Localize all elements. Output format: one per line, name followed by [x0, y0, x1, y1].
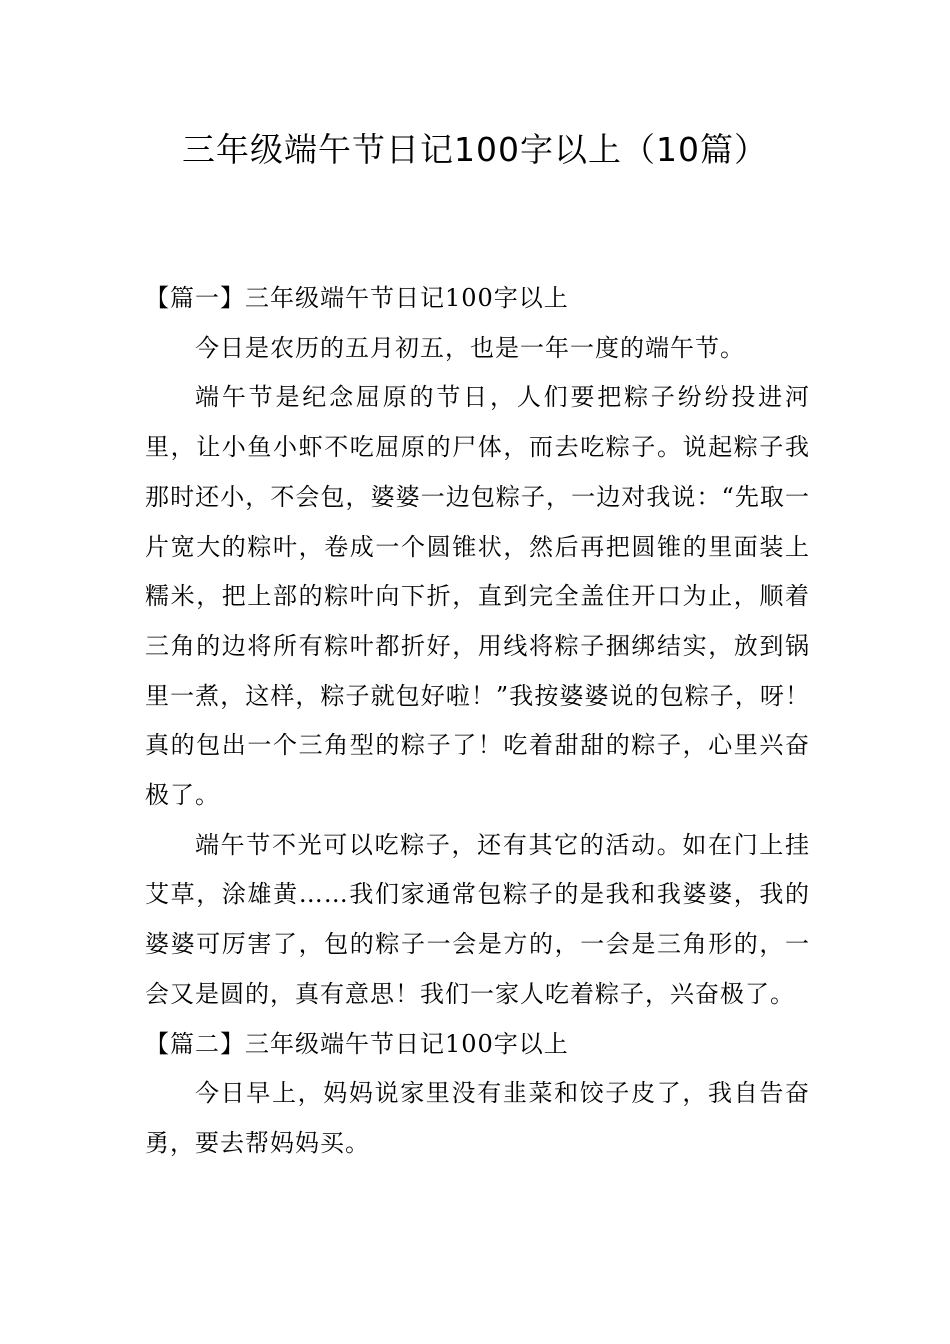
section-1 [145, 274, 810, 1020]
paragraph: 今日早上，妈妈说家里没有韭菜和饺子皮了，我自告奋勇，要去帮妈妈买。 [145, 1079, 810, 1157]
section-2 [145, 1020, 810, 1169]
section-heading: 【篇二】三年级端午节日记100字以上 [145, 1029, 569, 1058]
paragraph: 端午节是纪念屈原的节日，人们要把粽子纷纷投进河里，让小鱼小虾不吃屈原的尸体，而去吃粽子。说起粽子我那时还小，不会包，婆婆一边包粽子，一边对我说：“先取一片宽大的粽叶，卷成一个圆锥状，然后再把圆锥的里面装上糯米，把上部的粽叶向下折，直到完全盖住开口为止，顺着三角的边将所有粽叶都折好，用线将粽子捆绑结实，放到锅里一煮，这样，粽子就包好啦！”我按婆婆说的包粽子，呀！真的包出一个三角型的粽子了！吃着甜甜的粽子，心里兴奋极了。 [145, 383, 810, 810]
document-title: 三年级端午节日记100字以上（10篇） [182, 130, 768, 169]
paragraph: 端午节不光可以吃粽子，还有其它的活动。如在门上挂艾草，涂雄黄……我们家通常包粽子的是我和我婆婆，我的婆婆可厉害了，包的粽子一会是方的，一会是三角形的，一会又是圆的，真有意思！我们一家人吃着粽子，兴奋极了。 [145, 830, 810, 1008]
section-heading: 【篇一】三年级端午节日记100字以上 [145, 284, 569, 312]
document-body [145, 274, 810, 1169]
paragraph: 今日是农历的五月初五，也是一年一度的端午节。 [195, 333, 745, 362]
